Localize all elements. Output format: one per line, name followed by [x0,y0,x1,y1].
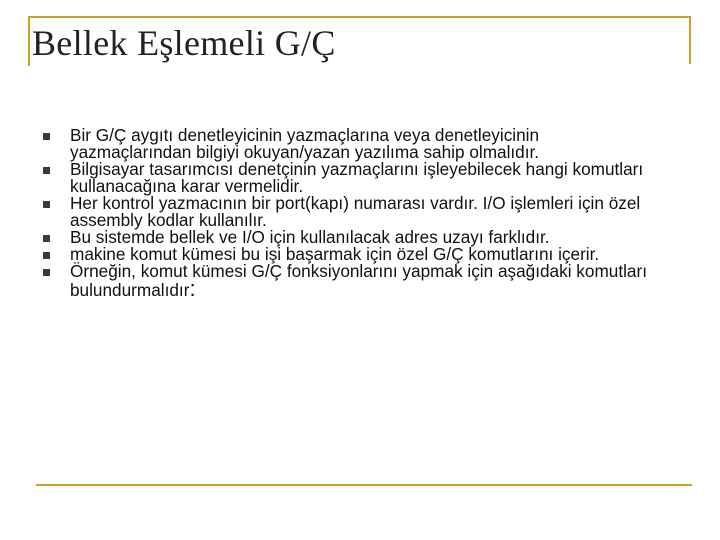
bullet-text: makine komut kümesi bu işi başarmak için özel G/Ç komutlarını içerir. [70,244,600,264]
bottom-rule [36,484,692,486]
bullet-list [42,127,652,299]
bullet-item [42,127,652,161]
right-rule [689,16,691,64]
bullet-item [42,195,652,229]
square-bullet-icon [43,252,50,259]
bullet-text: Bu sistemde bellek ve I/O için kullanılacak adres uzayı farklıdır. [70,227,550,247]
square-bullet-icon [43,133,50,140]
square-bullet-icon [43,235,50,242]
square-bullet-icon [43,269,50,276]
bullet-text: Bir G/Ç aygıtı denetleyicinin yazmaçlarına veya denetleyicinin yazmaçlarından bilgiyi okuyan/yazan yazılıma sahip olmalıdır. [70,125,540,162]
left-rule [28,16,30,66]
bullet-text: Her kontrol yazmacının bir port(kapı) numarası vardır. I/O işlemleri için özel assembly kodlar kullanılır. [70,193,641,230]
bullet-tail-colon: : [189,276,196,301]
bullet-text: Örneğin, komut kümesi G/Ç fonksiyonlarını yapmak için aşağıdaki komutları bulundurmalıdır [70,261,647,300]
bullet-text: Bilgisayar tasarımcısı denetçinin yazmaçlarını işleyebilecek hangi komutları kullanacağına karar vermelidir. [70,159,644,196]
square-bullet-icon [43,167,50,174]
bullet-item [42,263,652,299]
square-bullet-icon [43,201,50,208]
bullet-item [42,161,652,195]
slide-title: Bellek Eşlemeli G/Ç [32,23,336,63]
top-rule [28,16,691,18]
